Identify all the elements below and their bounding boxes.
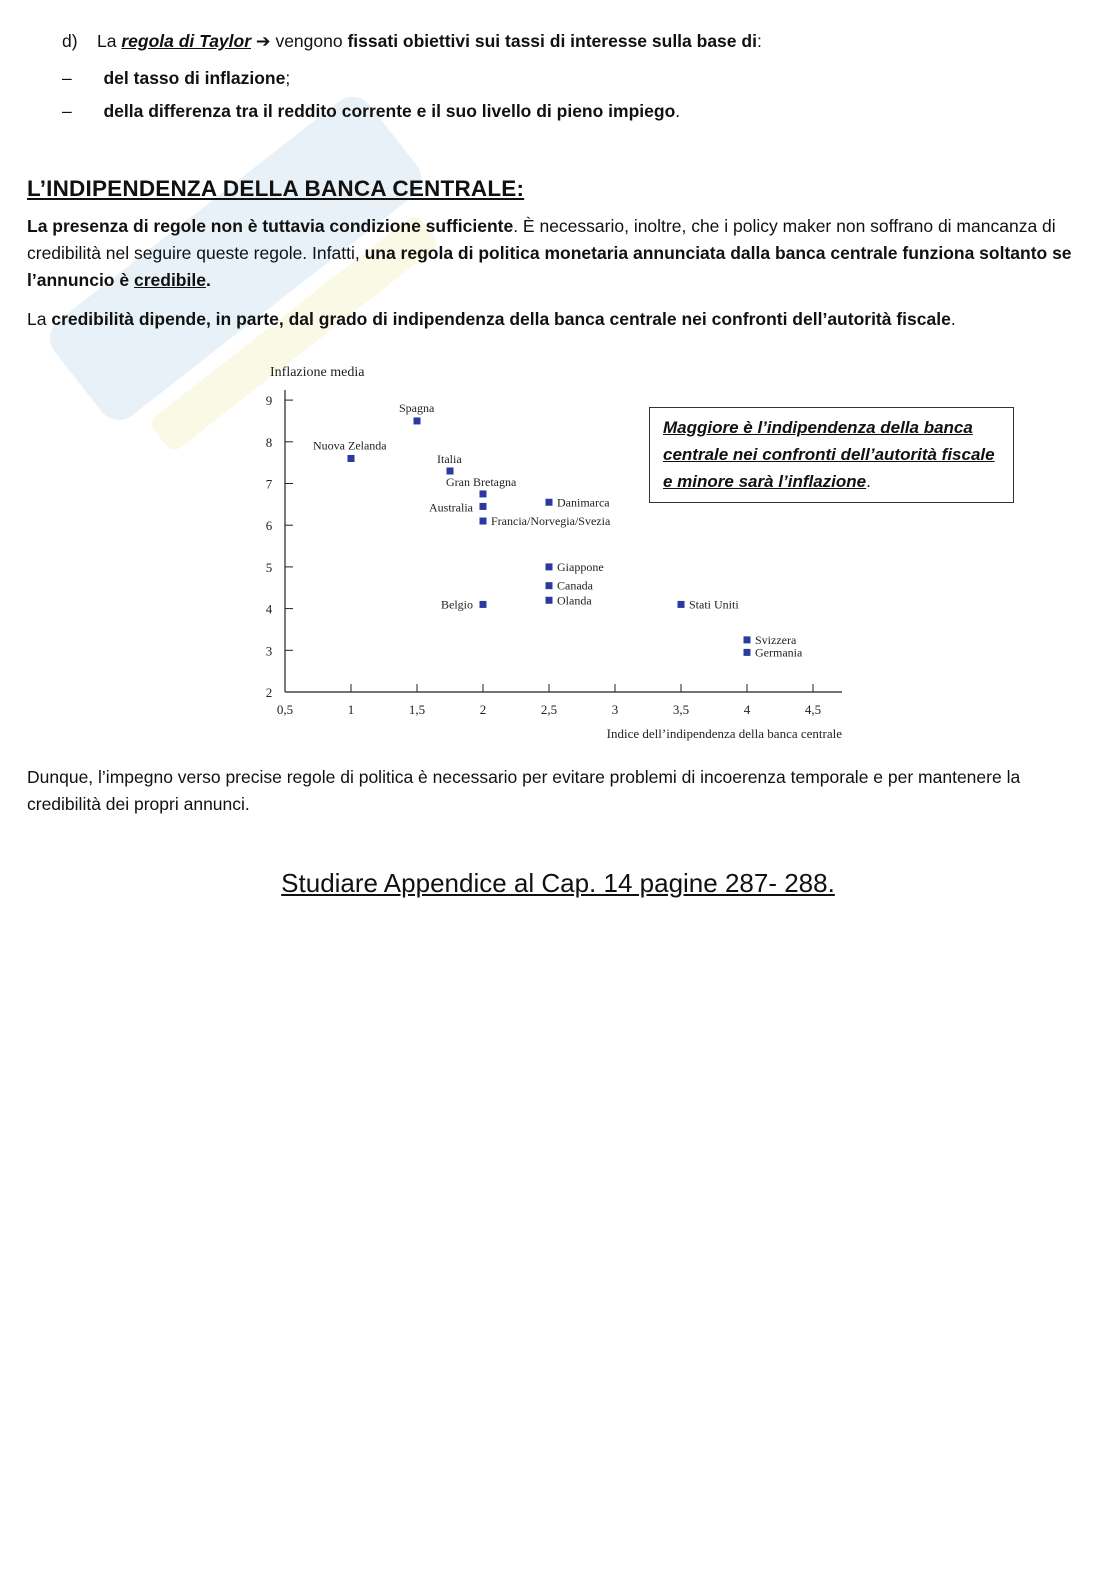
- bullet-item: [62, 98, 680, 124]
- item-d-pre: La: [97, 31, 117, 51]
- bullet-dash: –: [62, 68, 72, 88]
- para1-bold-2: una regola di politica monetaria annunciata dalla banca centrale funziona soltanto se l’annuncio è: [27, 243, 1072, 290]
- x-tick-label: 4: [743, 702, 751, 717]
- study-reference: Studiare Appendice al Cap. 14 pagine 287- 288.: [281, 868, 835, 898]
- data-point: [546, 499, 553, 506]
- bullet-text: della differenza tra il reddito corrente e il suo livello di pieno impiego: [103, 101, 676, 121]
- note-text: Maggiore è l’indipendenza della banca centrale nei confronti dell’autorità fiscale e minore sarà l’inflazione: [663, 418, 995, 491]
- x-tick-label: 0,5: [276, 702, 294, 717]
- point-label: Gran Bretagna: [446, 474, 517, 489]
- x-tick-label: 1: [347, 702, 355, 717]
- x-tick-label: 2,5: [540, 702, 558, 717]
- y-tick-label: 7: [265, 476, 273, 492]
- y-tick-label: 5: [265, 559, 273, 575]
- data-point: [480, 503, 487, 510]
- x-tick-label: 2: [479, 702, 487, 717]
- item-d-end: :: [756, 31, 762, 51]
- item-d-mid: vengono: [275, 31, 343, 51]
- bullet-item: [62, 65, 290, 91]
- para2-bold: credibilità dipende, in parte, dal grado di indipendenza della banca centrale nei confronti dell’autorità fiscale: [51, 309, 951, 329]
- x-tick-label: 1,5: [408, 702, 426, 717]
- point-label: Australia: [429, 500, 473, 515]
- data-point: [348, 455, 355, 462]
- paragraph-3: Dunque, l’impegno verso precise regole di politica è necessario per evitare problemi di incoerenza temporale e per mantenere la credibilità dei propri annunci.: [27, 767, 1021, 814]
- y-tick-label: 4: [265, 601, 273, 617]
- point-label: Belgio: [441, 597, 473, 612]
- data-point: [744, 636, 751, 643]
- data-point: [414, 417, 421, 424]
- bullet-end: .: [675, 101, 681, 121]
- para1-text: . È necessario, inoltre, che i policy maker non soffrano di mancanza di credibilità nel seguire queste regole. Infatti,: [27, 216, 1056, 263]
- point-label: Stati Uniti: [689, 597, 739, 612]
- point-label: Spagna: [399, 400, 435, 415]
- point-label: Canada: [557, 578, 593, 593]
- bullet-end: ;: [285, 68, 291, 88]
- point-label: Giappone: [557, 559, 604, 574]
- item-d: [62, 28, 762, 54]
- x-tick-label: 3,5: [672, 702, 690, 717]
- para2-pre: La: [27, 309, 47, 329]
- bullet-text: del tasso di inflazione: [103, 68, 286, 88]
- point-label: Olanda: [557, 593, 592, 608]
- bullet-dash: –: [62, 101, 72, 121]
- y-axis-label: Inflazione media: [270, 365, 365, 380]
- para1-credibile: credibile: [133, 270, 206, 290]
- data-point: [480, 518, 487, 525]
- item-d-term: regola di Taylor: [121, 31, 252, 51]
- paragraph-2: [27, 306, 1089, 333]
- note-box: [649, 407, 1014, 503]
- y-tick-label: 6: [265, 518, 273, 534]
- data-point: [678, 601, 685, 608]
- point-label: Svizzera: [755, 632, 797, 647]
- y-tick-label: 2: [265, 685, 273, 700]
- x-tick-label: 4,5: [804, 702, 822, 717]
- data-point: [447, 467, 454, 474]
- point-label: Nuova Zelanda: [313, 438, 387, 453]
- y-tick-label: 9: [265, 393, 273, 409]
- point-label: Italia: [437, 451, 462, 466]
- note-end: .: [866, 472, 871, 491]
- data-point: [480, 601, 487, 608]
- para1-bold-1: La presenza di regole non è tuttavia condizione sufficiente: [27, 216, 514, 236]
- y-tick-label: 3: [265, 643, 273, 659]
- y-tick-label: 8: [265, 434, 273, 450]
- data-point: [546, 563, 553, 570]
- para1-end: .: [205, 270, 211, 290]
- data-point: [546, 582, 553, 589]
- arrow-right-icon: ➔: [255, 31, 271, 51]
- x-tick-label: 3: [611, 702, 619, 717]
- point-label: Danimarca: [557, 495, 610, 510]
- item-d-bold: fissati obiettivi sui tassi di interesse sulla base di: [347, 31, 757, 51]
- item-d-marker: d): [62, 31, 78, 51]
- para2-end: .: [950, 309, 956, 329]
- data-point: [546, 597, 553, 604]
- point-label: Germania: [755, 645, 803, 660]
- point-label: Francia/Norvegia/Svezia: [491, 514, 611, 529]
- data-point: [744, 649, 751, 656]
- x-axis-label: Indice dell’indipendenza della banca centrale: [606, 726, 842, 741]
- data-point: [480, 490, 487, 497]
- section-heading: L’INDIPENDENZA DELLA BANCA CENTRALE:: [27, 176, 525, 201]
- paragraph-1: [27, 213, 1089, 294]
